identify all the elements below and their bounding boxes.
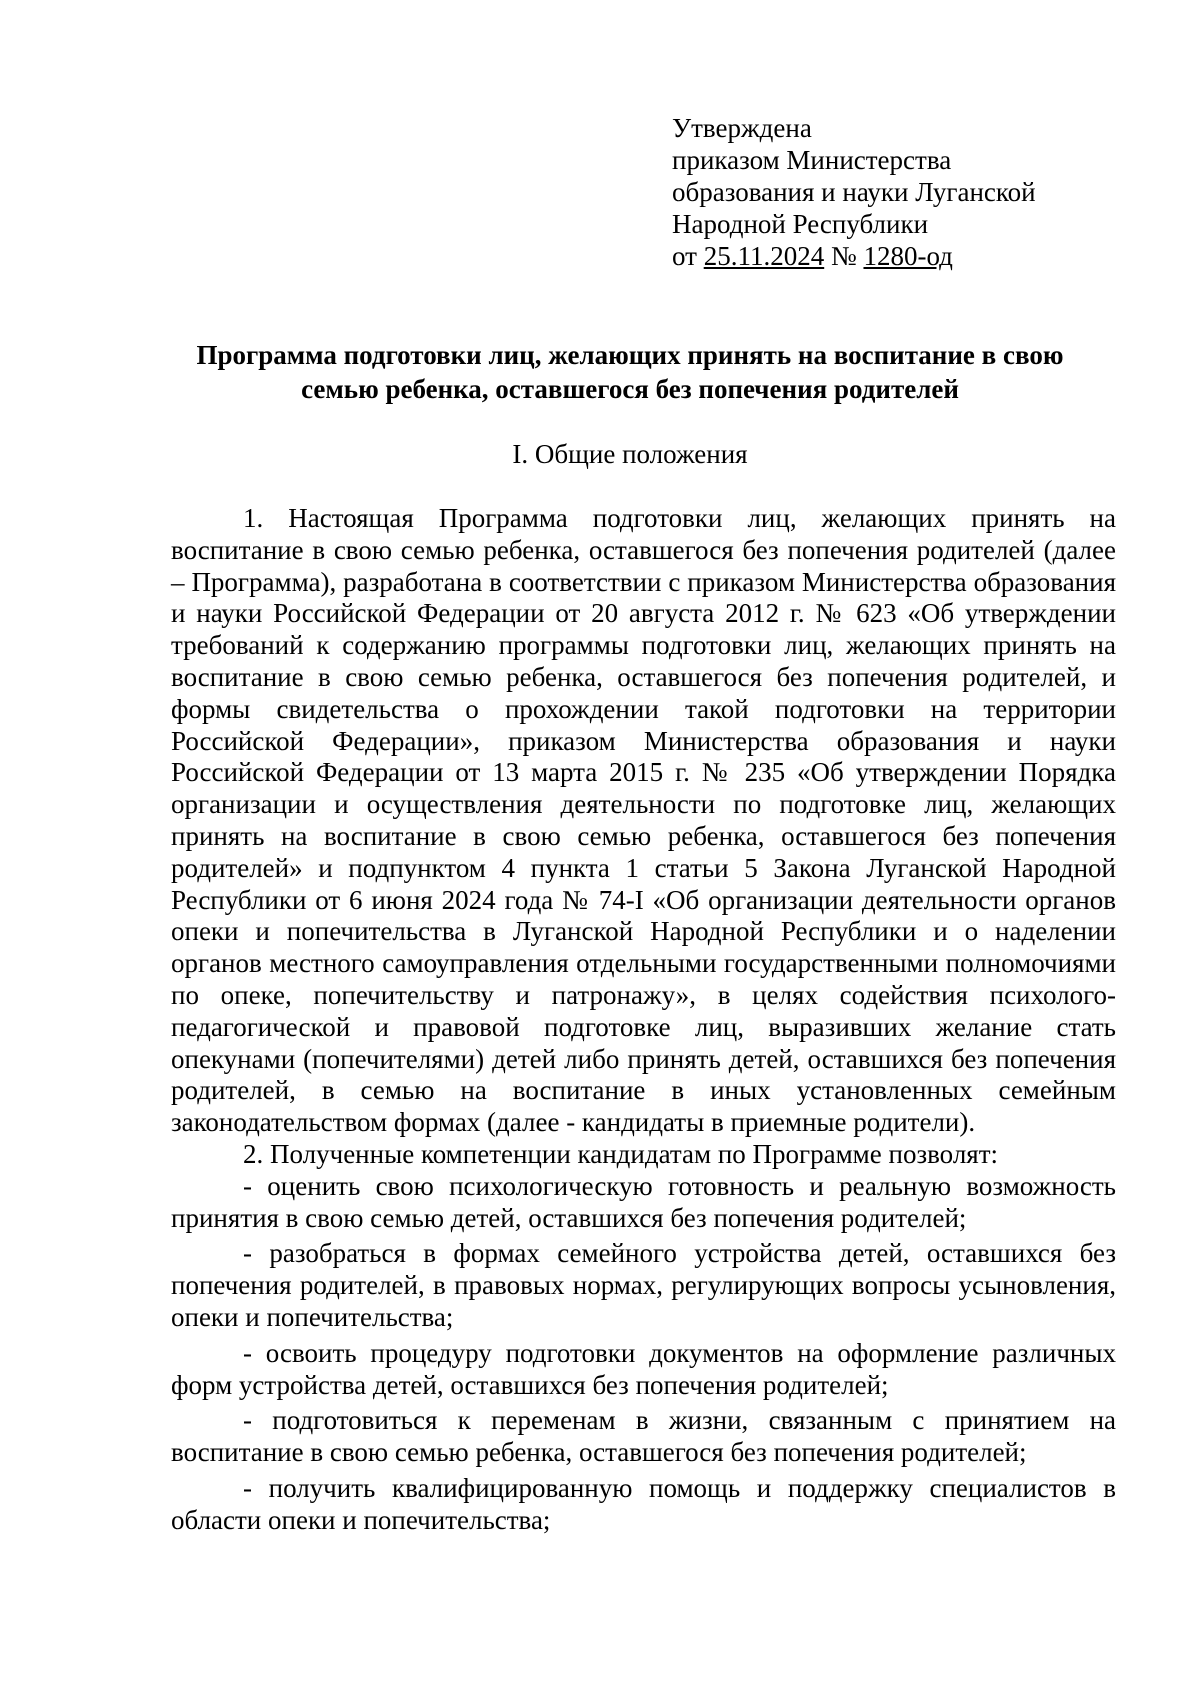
list-item: - получить квалифицированную помощь и поддержку специалистов в области опеки и попечительства; xyxy=(171,1472,1116,1535)
approval-number: 1280-од xyxy=(863,241,953,271)
approval-number-sign: № xyxy=(824,241,864,271)
paragraph-1: 1. Настоящая Программа подготовки лиц, желающих принять на воспитание в свою семью ребенка, оставшегося без попечения родителей (далее – Программа), разработана в соответствии с приказом Министерства образования и науки Российской Федерации от 20 августа 2012 г. № 623 «Об утверждении требований к содержанию программы подготовки лиц, желающих принять на воспитание в свою семью ребенка, оставшегося без попечения родителей, и формы свидетельства о прохождении такой подготовки на территории Российской Федерации», приказом Министерства образования и науки Российской Федерации от 13 марта 2015 г. № 235 «Об утверждении Порядка организации и осуществления деятельности по подготовке лиц, желающих принять на воспитание в свою семью ребенка, оставшегося без попечения родителей» и подпунктом 4 пункта 1 статьи 5 Закона Луганской Народной Республики от 6 июня 2024 года № 74-I «Об организации деятельности органов опеки и попечительства в Луганской Народной Республики и о наделении органов местного самоуправления отдельными государственными полномочиями по опеке, попечительству и патронажу», в целях содействия психолого-педагогической и правовой подготовке лиц, выразивших желание стать опекунами (попечителями) детей либо принять детей, оставшихся без попечения родителей, в семью на воспитание в иных установленных семейным законодательством формах (далее - кандидаты в приемные родители). xyxy=(171,503,1116,1138)
list-item: - освоить процедуру подготовки документов на оформление различных форм устройства детей, оставшихся без попечения родителей; xyxy=(171,1337,1116,1400)
document-body xyxy=(171,503,1116,1537)
approval-date: 25.11.2024 xyxy=(703,241,825,271)
document-title xyxy=(150,338,1110,406)
list-item: - подготовиться к переменам в жизни, связанным с принятием на воспитание в свою семью ребенка, оставшегося без попечения родителей; xyxy=(171,1405,1116,1468)
approval-line: приказом Министерства xyxy=(672,145,952,175)
list-item: - оценить свою психологическую готовность и реальную возможность принятия в свою семью детей, оставшихся без попечения родителей; xyxy=(171,1170,1116,1233)
approval-block xyxy=(672,112,1036,272)
document-title-line: семью ребенка, оставшегося без попечения родителей xyxy=(301,374,959,404)
approval-line: образования и науки Луганской xyxy=(672,177,1036,207)
approval-line: Народной Республики xyxy=(672,209,929,239)
approval-from-prefix: от xyxy=(672,241,704,271)
document-title-line: Программа подготовки лиц, желающих принять на воспитание в свою xyxy=(196,340,1064,370)
section-heading: I. Общие положения xyxy=(512,439,748,469)
approval-line: Утверждена xyxy=(672,113,812,143)
list-item: - разобраться в формах семейного устройства детей, оставшихся без попечения родителей, в правовых нормах, регулирующих вопросы усыновления, опеки и попечительства; xyxy=(171,1238,1116,1332)
paragraph-2: 2. Полученные компетенции кандидатам по Программе позволят: xyxy=(243,1138,999,1169)
approval-date-line xyxy=(672,240,1036,272)
